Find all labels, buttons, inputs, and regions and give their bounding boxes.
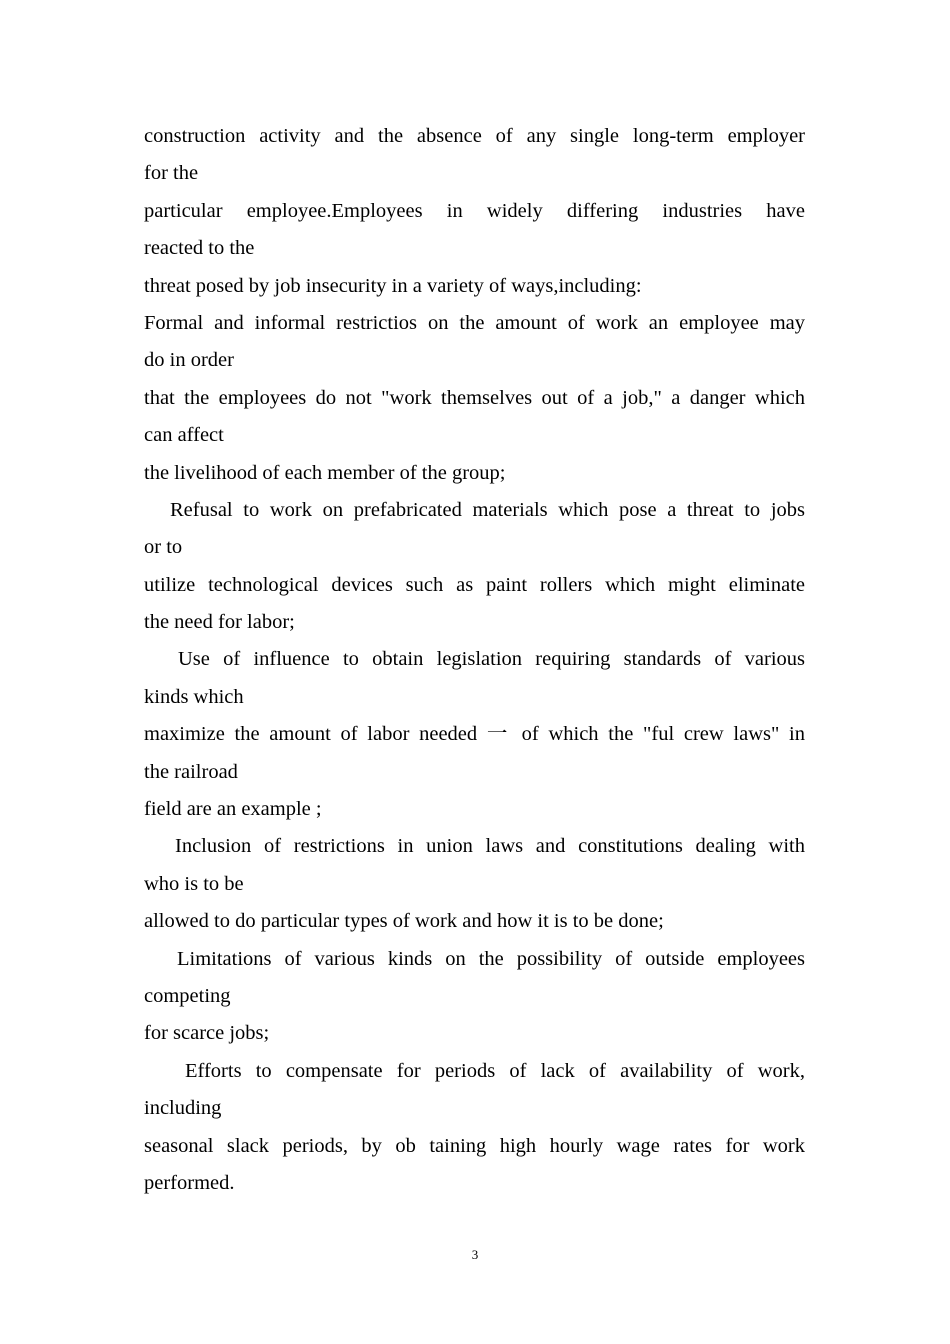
text-line: the livelihood of each member of the group; (144, 461, 506, 484)
text-line: threat posed by job insecurity in a variety of ways,including: (144, 274, 642, 297)
text-line: do in order (144, 349, 234, 372)
text-line: performed. (144, 1171, 235, 1194)
text-line: can affect (144, 424, 224, 447)
text-line: Formal and informal restrictios on the amount of work an employee may (144, 311, 805, 334)
text-line: Efforts to compensate for periods of lack of availability of work, (185, 1059, 805, 1082)
text-line: including (144, 1097, 222, 1120)
text-line: for scarce jobs; (144, 1022, 270, 1045)
text-line: Refusal to work on prefabricated materials which pose a threat to jobs (170, 498, 805, 521)
text-line: allowed to do particular types of work and how it is to be done; (144, 910, 664, 933)
text-line: Inclusion of restrictions in union laws and constitutions dealing with (175, 835, 805, 858)
text-line: field are an example ; (144, 798, 322, 821)
text-line: for the (144, 162, 199, 185)
body-text (144, 118, 805, 1202)
text-line: the need for labor; (144, 611, 295, 634)
text-line: utilize technological devices such as paint rollers which might eliminate (144, 573, 805, 596)
page-number: 3 (471, 1247, 479, 1262)
text-line: kinds which (144, 685, 244, 708)
text-line: competing (144, 984, 231, 1007)
text-line: who is to be (144, 872, 244, 895)
text-line: Limitations of various kinds on the possibility of outside employees (177, 947, 805, 970)
text-line: reacted to the (144, 237, 255, 260)
text-line: particular employee.Employees in widely differing industries have (144, 199, 805, 222)
text-line: the railroad (144, 760, 238, 783)
text-line: maximize the amount of labor needed 一 of which the "ful crew laws" in (144, 723, 805, 746)
text-line: Use of influence to obtain legislation requiring standards of various (178, 648, 805, 671)
text-line: or to (144, 536, 183, 559)
text-line: that the employees do not "work themselves out of a job," a danger which (144, 386, 805, 409)
text-line: seasonal slack periods, by ob taining high hourly wage rates for work (144, 1134, 805, 1157)
text-line: construction activity and the absence of any single long-term employer (144, 125, 805, 147)
